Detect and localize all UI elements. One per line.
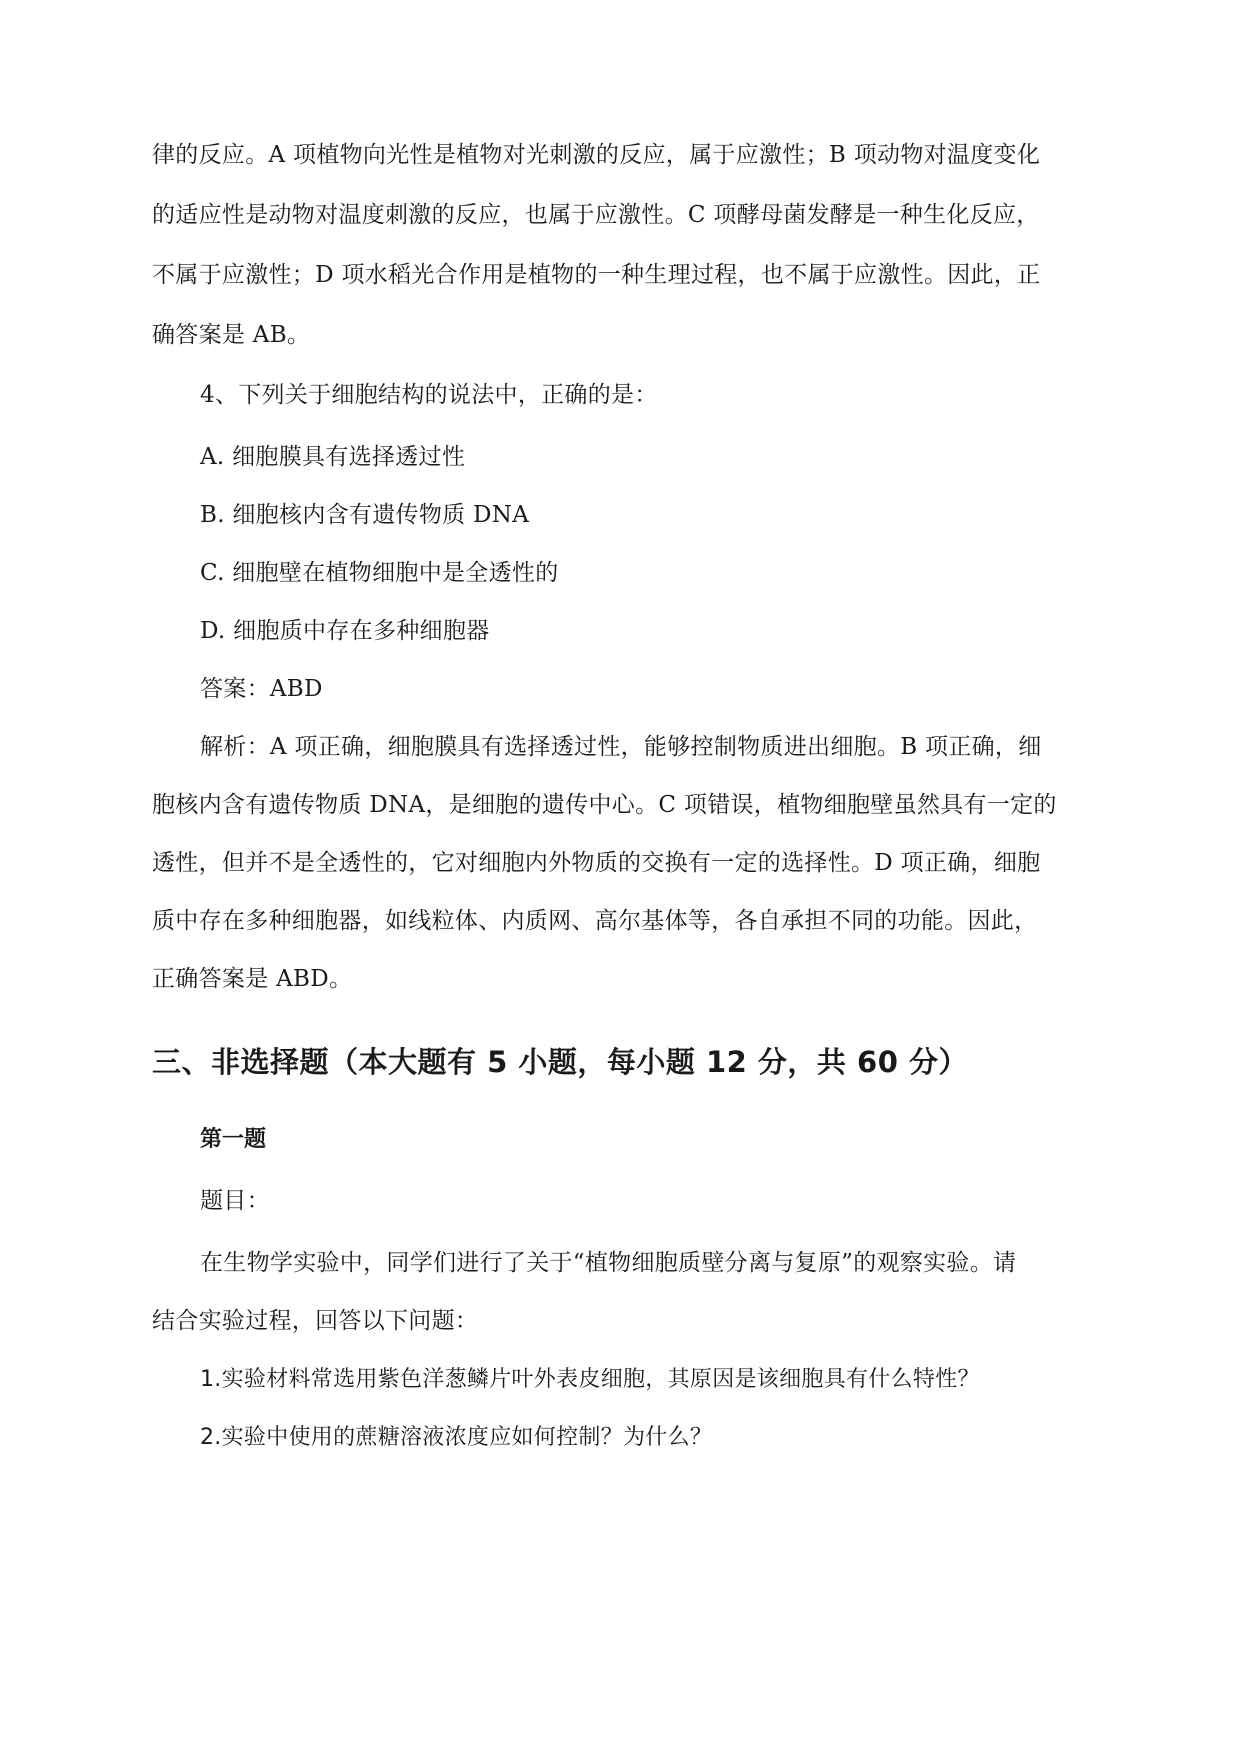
question-4-option-a: A. 细胞膜具有选择透过性 — [200, 444, 466, 470]
intro-line-2: 结合实验过程，回答以下问题： — [152, 1308, 479, 1334]
question-4-answer: 答案：ABD — [200, 676, 323, 702]
explanation-q4-line-5: 正确答案是 ABD。 — [152, 966, 353, 992]
question-4-option-d: D. 细胞质中存在多种细胞器 — [200, 618, 490, 644]
question-4-stem: 4、下列关于细胞结构的说法中，正确的是： — [200, 382, 658, 408]
explanation-q3-line-4: 确答案是 AB。 — [152, 322, 311, 348]
explanation-q4-line-4: 质中存在多种细胞器，如线粒体、内质网、高尔基体等，各自承担不同的功能。因此， — [152, 908, 1038, 934]
explanation-q4-line-2: 胞核内含有遗传物质 DNA，是细胞的遗传中心。C 项错误，植物细胞壁虽然具有一定的 — [152, 792, 1057, 818]
explanation-q4-line-1: 解析：A 项正确，细胞膜具有选择透过性，能够控制物质进出细胞。B 项正确，细 — [200, 734, 1042, 760]
title-label: 题目： — [200, 1188, 270, 1214]
sub-question-1: 1.实验材料常选用紫色洋葱鳞片叶外表皮细胞，其原因是该细胞具有什么特性？ — [200, 1367, 980, 1392]
question-4-option-c: C. 细胞壁在植物细胞中是全透性的 — [200, 560, 559, 586]
explanation-q3-line-3: 不属于应激性；D 项水稻光合作用是植物的一种生理过程，也不属于应激性。因此，正 — [152, 262, 1041, 288]
section-heading: 三、非选择题（本大题有 5 小题，每小题 12 分，共 60 分） — [152, 1045, 968, 1079]
intro-line-1: 在生物学实验中，同学们进行了关于“植物细胞质壁分离与复原”的观察实验。请 — [200, 1250, 1017, 1276]
sub-question-2: 2.实验中使用的蔗糖溶液浓度应如何控制？为什么？ — [200, 1425, 713, 1450]
question-4-option-b: B. 细胞核内含有遗传物质 DNA — [200, 502, 530, 528]
question-sub-heading: 第一题 — [200, 1127, 267, 1152]
explanation-q3-line-1: 律的反应。A 项植物向光性是植物对光刺激的反应，属于应激性；B 项动物对温度变化 — [152, 142, 1041, 168]
explanation-q3-line-2: 的适应性是动物对温度刺激的反应，也属于应激性。C 项酵母菌发酵是一种生化反应， — [152, 202, 1040, 228]
explanation-q4-line-3: 透性，但并不是全透性的，它对细胞内外物质的交换有一定的选择性。D 项正确，细胞 — [152, 850, 1041, 876]
